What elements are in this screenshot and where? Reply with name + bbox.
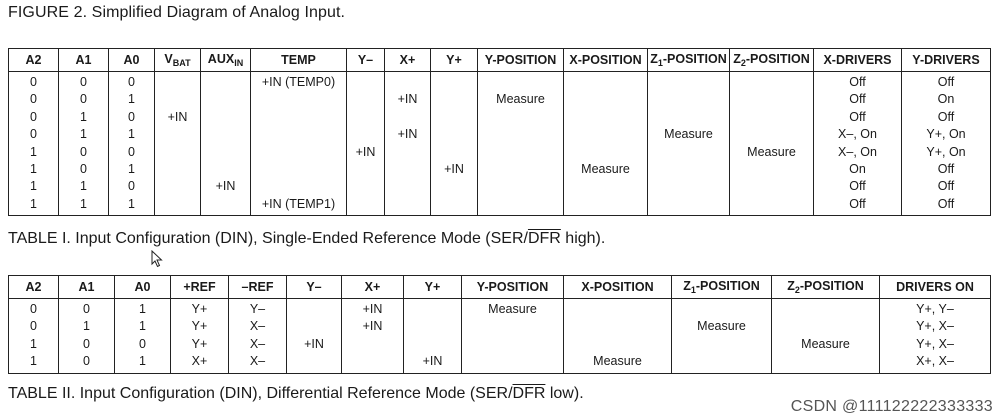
table-cell: X+, X–: [880, 353, 991, 373]
table-row: [9, 144, 991, 161]
table-cell: +IN: [287, 336, 342, 353]
table-cell: 0: [9, 72, 59, 92]
table-cell: On: [902, 91, 991, 108]
table-cell: Y+: [171, 318, 229, 335]
table-2-caption: [8, 385, 584, 403]
table-row: [9, 91, 991, 108]
table-cell: X–, On: [814, 126, 902, 143]
table-cell: [564, 336, 672, 353]
header-subscript: 1: [690, 285, 696, 295]
table-cell: 0: [59, 353, 115, 373]
table-cell: Measure: [478, 91, 564, 108]
table-cell: [342, 353, 404, 373]
table-cell: [648, 91, 730, 108]
table-cell: [772, 353, 880, 373]
table-row: [9, 299, 991, 319]
table-cell: Off: [902, 109, 991, 126]
table-cell: [347, 178, 385, 195]
table-cell: [251, 178, 347, 195]
table-1-caption-text: TABLE I. Input Configuration (DIN), Single-Ended Reference Mode (SER/: [8, 230, 528, 247]
table-cell: +IN: [155, 109, 201, 126]
table-cell: +IN (TEMP0): [251, 72, 347, 92]
table-cell: [431, 109, 478, 126]
table1-header-cell: [385, 49, 431, 72]
table-cell: [564, 318, 672, 335]
table-2-caption-end: low).: [545, 385, 584, 402]
table2-header-cell: [880, 276, 991, 299]
table-row: [9, 72, 991, 92]
table-row: [9, 178, 991, 195]
header-label: AUX: [207, 52, 235, 66]
table-1-body: [9, 72, 991, 216]
header-label: Y–: [357, 53, 374, 67]
table-cell: 0: [59, 144, 109, 161]
table-cell: Off: [814, 196, 902, 216]
table-cell: [730, 91, 814, 108]
table-cell: X–: [229, 353, 287, 373]
table-cell: [672, 299, 772, 319]
table-cell: [201, 126, 251, 143]
table-cell: 1: [59, 196, 109, 216]
table-cell: [672, 353, 772, 373]
table2-header-cell: [672, 276, 772, 299]
table-cell: 0: [9, 126, 59, 143]
header-label: Y–: [306, 280, 322, 294]
table-cell: 1: [9, 161, 59, 178]
table2-header-cell: [287, 276, 342, 299]
table-cell: Off: [814, 178, 902, 195]
header-label: A1: [75, 53, 92, 67]
header-label: Z: [683, 279, 691, 293]
table-cell: Off: [814, 91, 902, 108]
table-cell: [730, 109, 814, 126]
table-cell: Y+, X–: [880, 336, 991, 353]
table-row: [9, 109, 991, 126]
table-cell: 0: [9, 91, 59, 108]
header-label: A0: [123, 53, 140, 67]
table1-header-cell: [730, 49, 814, 72]
table-cell: [404, 336, 462, 353]
header-subscript: BAT: [172, 58, 191, 68]
table-cell: 1: [9, 178, 59, 195]
header-label: Z: [733, 52, 741, 66]
table-cell: 1: [115, 318, 171, 335]
table-cell: 0: [109, 178, 155, 195]
header-label: Y-DRIVERS: [912, 53, 980, 67]
table1-header-cell: [155, 49, 201, 72]
header-label: A1: [78, 280, 95, 294]
table-cell: 0: [109, 72, 155, 92]
table-cell: Measure: [672, 318, 772, 335]
header-label: X+: [399, 53, 416, 67]
header-label: +REF: [183, 280, 216, 294]
table1-header-cell: [109, 49, 155, 72]
table-cell: [772, 318, 880, 335]
table-cell: [347, 161, 385, 178]
table-2-header-row: [9, 276, 991, 299]
table-cell: [478, 144, 564, 161]
table-cell: [385, 72, 431, 92]
table-cell: +IN: [431, 161, 478, 178]
table-cell: [251, 126, 347, 143]
header-subscript: IN: [234, 58, 244, 68]
table-cell: 0: [109, 109, 155, 126]
table-cell: [462, 353, 564, 373]
table-cell: 1: [59, 318, 115, 335]
table-cell: [478, 161, 564, 178]
table-cell: [730, 178, 814, 195]
table-cell: 0: [115, 336, 171, 353]
table-cell: 1: [59, 126, 109, 143]
table-cell: Measure: [730, 144, 814, 161]
table1-header-cell: [814, 49, 902, 72]
table-cell: Y+, On: [902, 144, 991, 161]
table-cell: [201, 161, 251, 178]
table-cell: [431, 144, 478, 161]
table-cell: [730, 161, 814, 178]
header-label: Y-POSITION: [484, 53, 557, 67]
table-cell: [648, 161, 730, 178]
table-cell: Y–: [229, 299, 287, 319]
table-cell: [462, 336, 564, 353]
table-cell: [404, 299, 462, 319]
table-cell: [347, 109, 385, 126]
table-cell: [347, 72, 385, 92]
table-cell: [730, 196, 814, 216]
table-cell: [431, 91, 478, 108]
table-cell: 0: [109, 144, 155, 161]
table-cell: [155, 196, 201, 216]
table-cell: [564, 299, 672, 319]
table-cell: 1: [59, 178, 109, 195]
table-cell: [385, 178, 431, 195]
table-cell: 1: [109, 196, 155, 216]
table-cell: [648, 196, 730, 216]
table-cell: [201, 91, 251, 108]
table-cell: [251, 91, 347, 108]
table-cell: [648, 144, 730, 161]
table-cell: +IN: [404, 353, 462, 373]
table-cell: 0: [59, 299, 115, 319]
table-cell: 1: [115, 299, 171, 319]
header-label: A2: [25, 280, 42, 294]
table1-header-cell: [201, 49, 251, 72]
table-cell: +IN: [385, 91, 431, 108]
table1-header-cell: [9, 49, 59, 72]
header-label: Y-POSITION: [476, 280, 549, 294]
table-cell: [564, 144, 648, 161]
header-label-tail: -POSITION: [799, 279, 864, 293]
table-cell: [478, 178, 564, 195]
table-cell: [347, 196, 385, 216]
header-subscript: 1: [657, 58, 663, 68]
table-cell: [155, 178, 201, 195]
header-label: A2: [25, 53, 42, 67]
table-cell: Off: [814, 109, 902, 126]
table-cell: [730, 72, 814, 92]
table-cell: [672, 336, 772, 353]
table-cell: [155, 161, 201, 178]
table-cell: Y+, Y–: [880, 299, 991, 319]
table-cell: [385, 196, 431, 216]
table-cell: X–: [229, 336, 287, 353]
table-cell: Off: [902, 72, 991, 92]
table-cell: [385, 161, 431, 178]
table1-header-cell: [648, 49, 730, 72]
table2-header-cell: [342, 276, 404, 299]
table-row: [9, 196, 991, 216]
table-2-body: [9, 299, 991, 374]
table-cell: [155, 72, 201, 92]
table1-header-cell: [251, 49, 347, 72]
table-cell: 1: [9, 144, 59, 161]
table-cell: [564, 109, 648, 126]
table-cell: 1: [9, 196, 59, 216]
table-cell: +IN: [342, 318, 404, 335]
table-cell: [155, 144, 201, 161]
table2-header-cell: [229, 276, 287, 299]
table-cell: [385, 109, 431, 126]
table-cell: [155, 126, 201, 143]
table-cell: Y+, X–: [880, 318, 991, 335]
table1-header-cell: [59, 49, 109, 72]
header-subscript: 2: [794, 285, 800, 295]
table-cell: +IN: [201, 178, 251, 195]
header-label-tail: -POSITION: [745, 52, 810, 66]
table-cell: [648, 72, 730, 92]
table-cell: [431, 196, 478, 216]
table1-header-cell: [478, 49, 564, 72]
header-label: X+: [364, 280, 381, 294]
table-cell: [564, 126, 648, 143]
table2-header-cell: [772, 276, 880, 299]
table-cell: Measure: [648, 126, 730, 143]
table-cell: 1: [109, 161, 155, 178]
table-cell: [772, 299, 880, 319]
table-cell: 0: [59, 72, 109, 92]
table-cell: On: [814, 161, 902, 178]
header-label: X-POSITION: [581, 280, 654, 294]
table-cell: [564, 91, 648, 108]
table-1-header-row: [9, 49, 991, 72]
table-cell: [251, 144, 347, 161]
table-cell: +IN: [385, 126, 431, 143]
header-label: Y+: [446, 53, 462, 67]
table-cell: [385, 144, 431, 161]
header-label: Z: [650, 52, 658, 66]
table-cell: [251, 161, 347, 178]
table2-header-cell: [9, 276, 59, 299]
table-2: [8, 275, 991, 374]
table-cell: [564, 178, 648, 195]
table-cell: [564, 196, 648, 216]
table-cell: [564, 72, 648, 92]
table-row: [9, 336, 991, 353]
table-cell: [347, 91, 385, 108]
table-row: [9, 318, 991, 335]
table-cell: 0: [9, 318, 59, 335]
table-cell: [404, 318, 462, 335]
table-cell: Y+: [171, 336, 229, 353]
table-cell: [201, 109, 251, 126]
table-cell: Off: [902, 161, 991, 178]
table-cell: 1: [109, 126, 155, 143]
table-cell: 0: [59, 91, 109, 108]
table-cell: [287, 353, 342, 373]
table-cell: Off: [902, 196, 991, 216]
table-row: [9, 126, 991, 143]
table-cell: Measure: [462, 299, 564, 319]
table-cell: [648, 178, 730, 195]
header-label: V: [164, 52, 173, 66]
table-cell: [155, 91, 201, 108]
table-cell: 1: [9, 353, 59, 373]
figure-title: FIGURE 2. Simplified Diagram of Analog Input.: [8, 4, 346, 21]
header-label: A0: [134, 280, 151, 294]
header-label: TEMP: [281, 53, 316, 67]
table2-header-cell: [115, 276, 171, 299]
header-label: X-DRIVERS: [823, 53, 892, 67]
watermark: CSDN @111122222333333: [790, 398, 993, 415]
table2-header-cell: [564, 276, 672, 299]
table-2-caption-text: TABLE II. Input Configuration (DIN), Differential Reference Mode (SER/: [8, 385, 513, 402]
table-cell: 0: [9, 299, 59, 319]
table-cell: 1: [109, 91, 155, 108]
table-cell: Y+: [171, 299, 229, 319]
mouse-cursor-icon: [151, 250, 163, 268]
table-cell: [287, 318, 342, 335]
table-cell: [287, 299, 342, 319]
table1-header-cell: [347, 49, 385, 72]
table-cell: [730, 126, 814, 143]
table2-header-cell: [462, 276, 564, 299]
table-cell: +IN (TEMP1): [251, 196, 347, 216]
table-cell: Measure: [564, 161, 648, 178]
table-1-caption: [8, 230, 605, 248]
header-label-tail: -POSITION: [695, 279, 760, 293]
header-label: –REF: [241, 280, 274, 294]
table-cell: [201, 196, 251, 216]
table-cell: [431, 72, 478, 92]
table-cell: [478, 72, 564, 92]
table-cell: 1: [59, 109, 109, 126]
table2-header-cell: [404, 276, 462, 299]
header-label: DRIVERS ON: [896, 280, 974, 294]
table2-header-cell: [59, 276, 115, 299]
table-cell: Off: [902, 178, 991, 195]
table-2-caption-overline: $\overline{DFR}$: [512, 385, 546, 402]
table-cell: Y+, On: [902, 126, 991, 143]
table-row: [9, 353, 991, 373]
table-cell: [478, 109, 564, 126]
table-cell: 0: [59, 161, 109, 178]
table1-header-cell: [902, 49, 991, 72]
header-label: Z: [787, 279, 795, 293]
table-cell: [648, 109, 730, 126]
table-cell: X+: [171, 353, 229, 373]
table-cell: [431, 126, 478, 143]
table-cell: X–, On: [814, 144, 902, 161]
table-cell: 1: [9, 336, 59, 353]
table-cell: [347, 126, 385, 143]
table-cell: [431, 178, 478, 195]
table-cell: X–: [229, 318, 287, 335]
table-cell: Measure: [564, 353, 672, 373]
header-label: Y+: [424, 280, 441, 294]
table-1: [8, 48, 991, 216]
table-cell: [462, 318, 564, 335]
table-cell: 1: [115, 353, 171, 373]
header-label-tail: -POSITION: [662, 52, 727, 66]
header-subscript: 2: [740, 58, 746, 68]
table2-header-cell: [171, 276, 229, 299]
table-row: [9, 161, 991, 178]
table-cell: Off: [814, 72, 902, 92]
table-1-caption-end: high).: [560, 230, 606, 247]
table-1-caption-overline: $\overline{DFR}$: [527, 230, 561, 247]
table-cell: Measure: [772, 336, 880, 353]
table-cell: [201, 72, 251, 92]
table-cell: +IN: [347, 144, 385, 161]
table-cell: [201, 144, 251, 161]
table1-header-cell: [564, 49, 648, 72]
table-cell: [251, 109, 347, 126]
table-cell: 0: [59, 336, 115, 353]
table-cell: [478, 196, 564, 216]
table-cell: +IN: [342, 299, 404, 319]
table-cell: 0: [9, 109, 59, 126]
header-label: X-POSITION: [569, 53, 642, 67]
table1-header-cell: [431, 49, 478, 72]
table-cell: [342, 336, 404, 353]
table-cell: [478, 126, 564, 143]
